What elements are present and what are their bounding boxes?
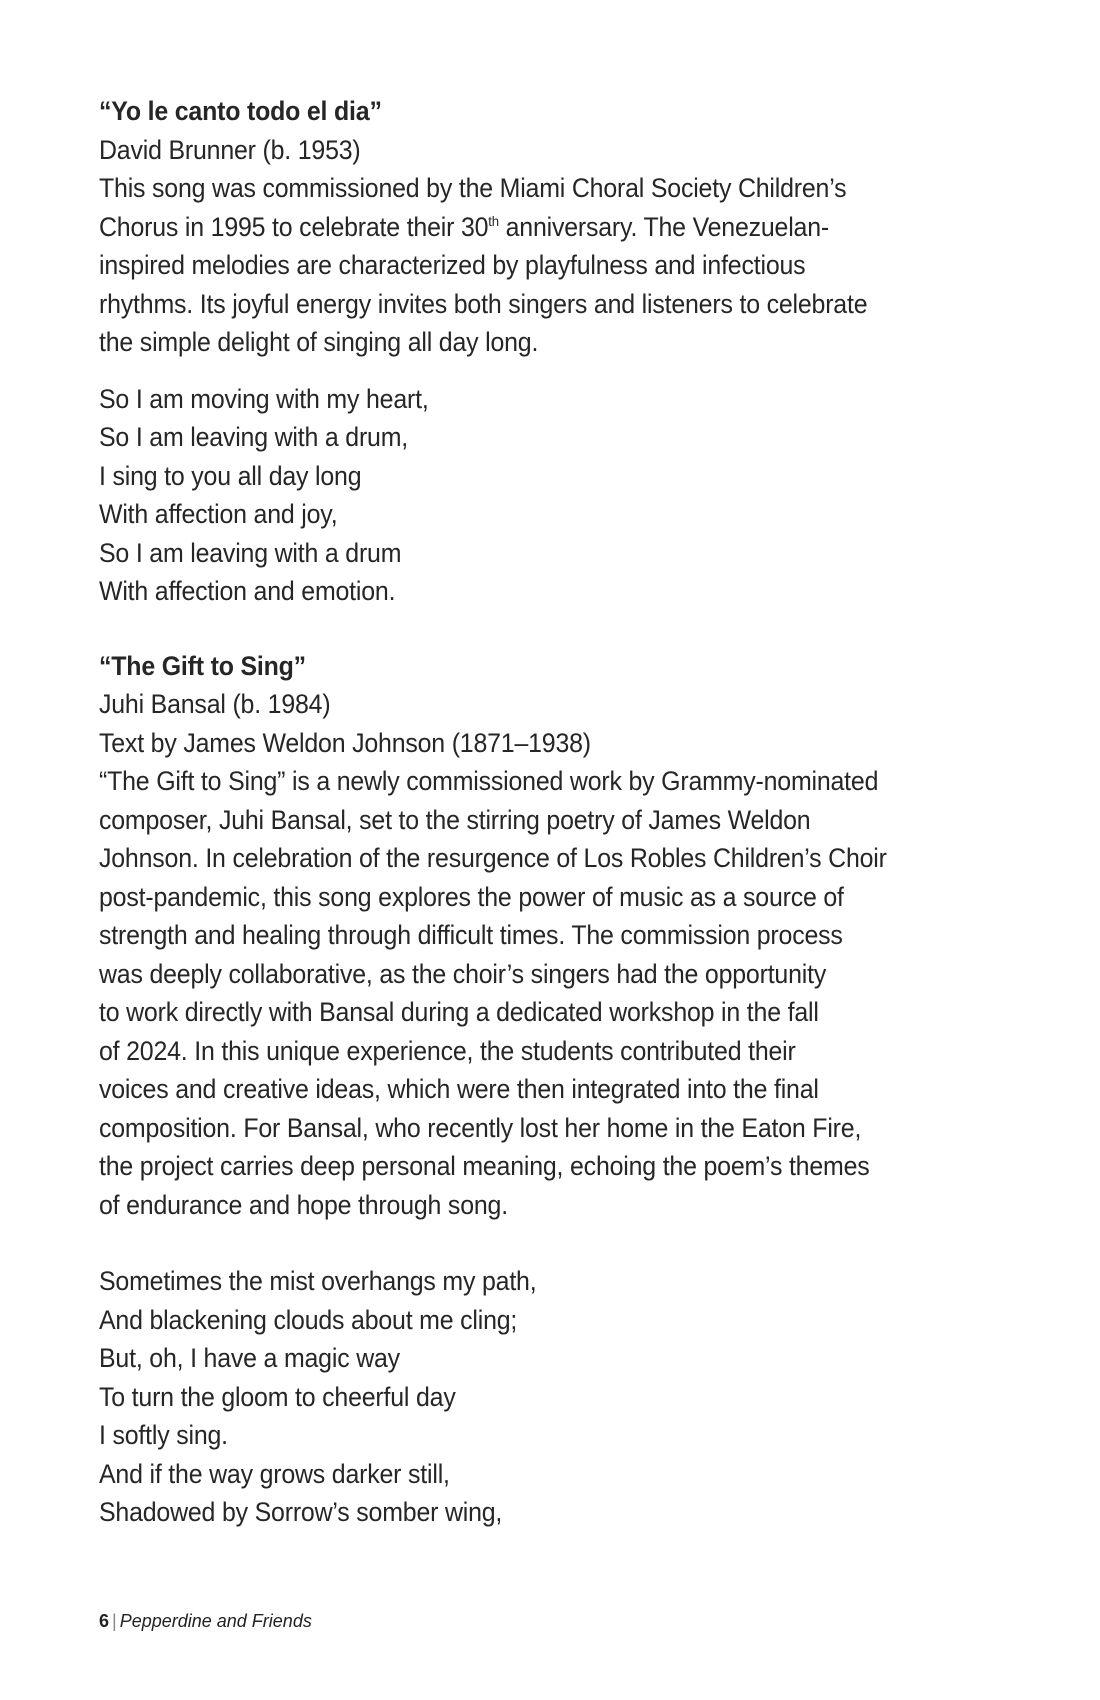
song-title: “Yo le canto todo el dia” [99,96,382,126]
lyric-line: Sometimes the mist overhangs my path, [99,1266,537,1296]
description-line: voices and creative ideas, which were then integrated into the final [99,1074,819,1104]
description-line: inspired melodies are characterized by playfulness and infectious [99,250,806,280]
description-line: of 2024. In this unique experience, the students contributed their [99,1035,796,1066]
song-section-gift-to-sing [99,647,1001,1225]
description-line: the simple delight of singing all day long. [99,327,539,357]
description-line: This song was commissioned by the Miami Choral Society Children’s [99,173,847,203]
description-line: Johnson. In celebration of the resurgence of Los Robles Children’s Choir [99,843,887,873]
lyric-line: So I am leaving with a drum, [99,422,409,452]
lyric-line: And if the way grows darker still, [99,1458,450,1489]
program-page [99,92,999,1532]
lyric-line: So I am leaving with a drum [99,537,402,568]
lyric-line: With affection and emotion. [99,576,396,606]
lyric-line: But, oh, I have a magic way [99,1343,400,1373]
lyric-line: I softly sing. [99,1420,228,1450]
lyric-line: And blackening clouds about me cling; [99,1304,518,1335]
song-title: “The Gift to Sing” [99,650,306,681]
description-line: was deeply collaborative, as the choir’s singers had the opportunity [99,958,827,989]
song-section-yo-le-canto [99,92,1001,362]
composer-credit: David Brunner (b. 1953) [99,134,361,165]
lyric-line: So I am moving with my heart, [99,383,429,414]
lyric-line: Shadowed by Sorrow’s somber wing, [99,1497,503,1527]
footer-separator: | [112,1611,117,1631]
lyric-line: To turn the gloom to cheerful day [99,1381,456,1412]
lyric-line: I sing to you all day long [99,460,362,491]
description-line [99,208,1001,247]
publication-name: Pepperdine and Friends [119,1611,312,1631]
description-line: composition. For Bansal, who recently lost her home in the Eaton Fire, [99,1112,862,1143]
lyrics-block [99,1262,1001,1532]
description-text: Chorus in 1995 to celebrate their 30 [99,211,489,242]
description-line: the project carries deep personal meaning, echoing the poem’s themes [99,1151,870,1181]
description-line: of endurance and hope through song. [99,1189,508,1220]
page-footer [99,1611,312,1632]
description-line: “The Gift to Sing” is a newly commissioned work by Grammy-nominated [99,766,879,796]
text-credit: Text by James Weldon Johnson (1871–1938) [99,727,591,758]
lyric-line: With affection and joy, [99,499,338,529]
lyrics-block [99,380,1001,611]
composer-credit: Juhi Bansal (b. 1984) [99,689,331,719]
description-line: composer, Juhi Bansal, set to the stirring poetry of James Weldon [99,804,811,835]
page-number: 6 [99,1611,110,1631]
description-line: strength and healing through difficult times. The commission process [99,920,843,950]
description-line: to work directly with Bansal during a dedicated workshop in the fall [99,997,819,1027]
description-line: post-pandemic, this song explores the power of music as a source of [99,881,844,912]
description-text: anniversary. The Venezuelan- [498,211,829,242]
ordinal-suffix: th [488,212,499,229]
description-line: rhythms. Its joyful energy invites both singers and listeners to celebrate [99,288,868,319]
